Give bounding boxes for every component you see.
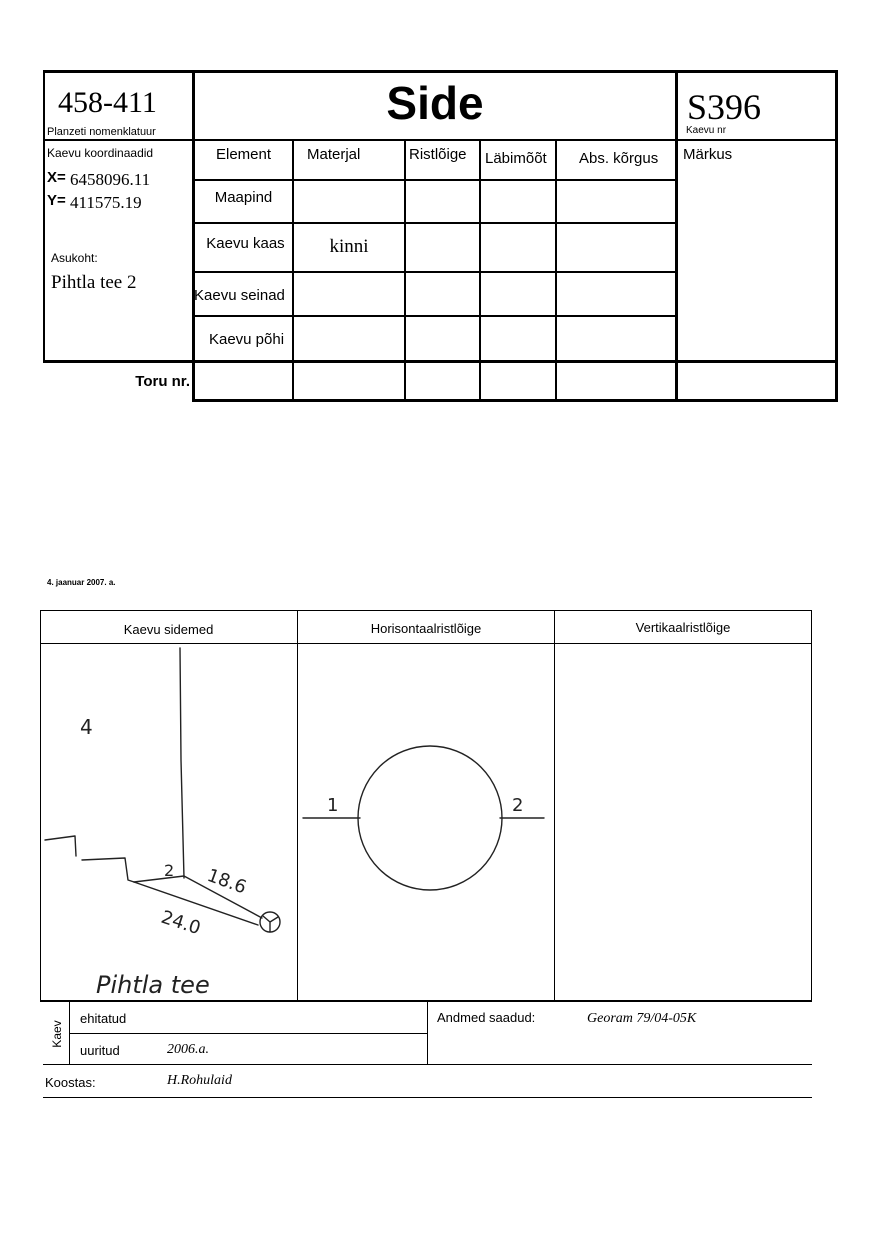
data-source-value: Georam 79/04-05K bbox=[587, 1011, 697, 1026]
nomenclature-label: Planzeti nomenklatuur bbox=[47, 126, 156, 138]
kaev-label: Kaev bbox=[50, 1020, 64, 1048]
pipe-1-label: 1 bbox=[327, 795, 339, 816]
y-label: Y= bbox=[47, 192, 66, 209]
dim-18-6: 18.6 bbox=[204, 864, 250, 899]
well-no-label: Kaevu nr bbox=[686, 125, 727, 136]
sketch-edge-left bbox=[45, 836, 76, 856]
compiled-value: H.Rohulaid bbox=[167, 1073, 232, 1088]
coords-label: Kaevu koordinaadid bbox=[47, 146, 154, 160]
north-marker: 4 bbox=[80, 715, 93, 739]
col-header-ristloige: Ristlõige bbox=[409, 146, 467, 163]
nomenclature-value: 458-411 bbox=[58, 86, 157, 119]
x-value: 6458096.11 bbox=[70, 170, 151, 189]
x-label: X= bbox=[47, 169, 66, 186]
surveyed-value: 2006.a. bbox=[167, 1042, 209, 1057]
sketch-header-horisontaal: Horisontaalristlõige bbox=[370, 621, 482, 636]
footer-bottom-line bbox=[43, 1097, 812, 1098]
footer-row-line bbox=[43, 1064, 812, 1065]
data-source-label: Andmed saadud: bbox=[437, 1010, 536, 1025]
sketch-header-kaevu-sidemed: Kaevu sidemed bbox=[123, 622, 214, 637]
footer-divider bbox=[427, 1001, 428, 1065]
location-label: Asukoht: bbox=[51, 251, 98, 265]
y-value: 411575.19 bbox=[70, 193, 142, 212]
dim-24-0: 24.0 bbox=[158, 906, 204, 940]
built-label: ehitatud bbox=[80, 1011, 127, 1026]
pipe-2-label: 2 bbox=[512, 795, 524, 816]
well-no-value: S396 bbox=[687, 87, 762, 127]
page-title: Side bbox=[386, 77, 484, 129]
row-label-kaevu-seinad: Kaevu seinad bbox=[194, 287, 285, 304]
street-label: Pihtla tee bbox=[96, 971, 210, 999]
sketch-building-line bbox=[180, 648, 184, 878]
sketch-header-vertikaal: Vertikaalristlõige bbox=[635, 620, 731, 635]
sketch-tie-line-a bbox=[134, 876, 184, 882]
col-header-element: Element bbox=[215, 146, 272, 163]
row-label-kaevu-kaas: Kaevu kaas bbox=[206, 235, 285, 252]
compiled-label: Koostas: bbox=[45, 1075, 96, 1090]
pipe-no-label: Toru nr. bbox=[135, 373, 190, 390]
col-header-labimoot: Läbimõõt bbox=[485, 150, 547, 167]
surveyed-label: uuritud bbox=[80, 1043, 120, 1058]
col-header-materjal: Materjal bbox=[307, 146, 361, 163]
col-header-abs-korgus: Abs. kõrgus bbox=[579, 150, 659, 167]
date-label: 4. jaanuar 2007. a. bbox=[47, 578, 116, 587]
row-materjal-kaevu-kaas: kinni bbox=[329, 236, 369, 257]
dim-2: 2 bbox=[164, 861, 175, 880]
col-header-markus: Märkus bbox=[683, 146, 733, 163]
row-label-kaevu-pohi: Kaevu põhi bbox=[208, 331, 285, 348]
sketch-edge-mid bbox=[82, 858, 134, 882]
footer-mid-line bbox=[69, 1033, 428, 1034]
row-label-maapind: Maapind bbox=[214, 189, 273, 206]
location-value: Pihtla tee 2 bbox=[51, 272, 137, 293]
cross-section-circle bbox=[358, 746, 502, 890]
